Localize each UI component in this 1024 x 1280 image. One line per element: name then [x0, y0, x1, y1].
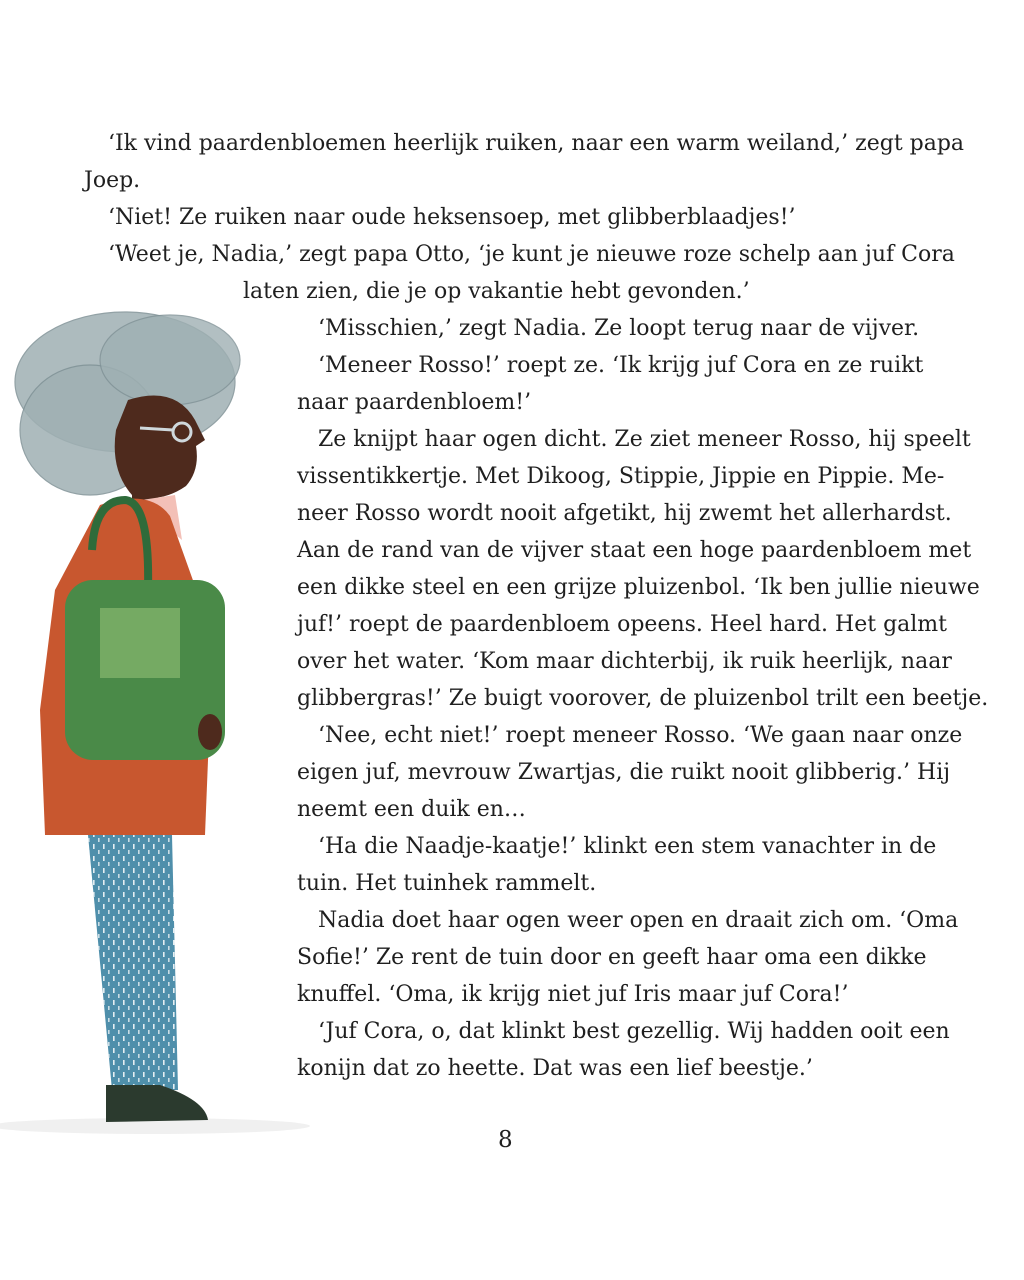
text-line: glibbergras!’ Ze buigt voorover, de pluizenbol trilt een beetje.: [297, 686, 989, 711]
text-line: knuffel. ‘Oma, ik krijg niet juf Iris maar juf Cora!’: [297, 982, 849, 1007]
text-line: Aan de rand van de vijver staat een hoge paardenbloem met: [297, 538, 972, 563]
text-line: ‘Misschien,’ zegt Nadia. Ze loopt terug naar de vijver.: [318, 316, 920, 341]
text-line: ‘Ha die Naadje-kaatje!’ klinkt een stem vanachter in de: [318, 834, 937, 859]
text-line: konijn dat zo heette. Dat was een lief beestje.’: [297, 1056, 813, 1081]
text-line: Nadia doet haar ogen weer open en draait zich om. ‘Oma: [318, 908, 959, 933]
text-line: ‘Meneer Rosso!’ roept ze. ‘Ik krijg juf Cora en ze ruikt: [318, 353, 924, 378]
text-line: ‘Nee, echt niet!’ roept meneer Rosso. ‘We gaan naar onze: [318, 723, 963, 748]
shoe-shape: [106, 1085, 208, 1122]
text-line: ‘Ik vind paardenbloemen heerlijk ruiken, naar een warm weiland,’ zegt papa: [108, 131, 965, 156]
text-line: een dikke steel en een grijze pluizenbol. ‘Ik ben jullie nieuwe: [297, 575, 980, 600]
text-line: Joep.: [84, 168, 141, 193]
text-line: laten zien, die je op vakantie hebt gevonden.’: [243, 279, 750, 304]
text-line: ‘Weet je, Nadia,’ zegt papa Otto, ‘je kunt je nieuwe roze schelp aan juf Cora: [108, 242, 955, 267]
text-line: neer Rosso wordt nooit afgetikt, hij zwemt het allerhardst.: [297, 501, 952, 526]
text-line: over het water. ‘Kom maar dichterbij, ik ruik heerlijk, naar: [297, 649, 952, 674]
text-line: ‘Niet! Ze ruiken naar oude heksensoep, met glibberblaadjes!’: [108, 205, 796, 230]
page-number: 8: [498, 1127, 513, 1153]
text-line: neemt een duik en…: [297, 797, 526, 822]
text-line: juf!’ roept de paardenbloem opeens. Heel hard. Het galmt: [297, 612, 948, 637]
text-line: naar paardenbloem!’: [297, 390, 532, 415]
text-line: vissentikkertje. Met Dikoog, Stippie, Jippie en Pippie. Me-: [297, 464, 945, 489]
text-line: ‘Juf Cora, o, dat klinkt best gezellig. Wij hadden ooit een: [318, 1019, 950, 1044]
text-line: eigen juf, mevrouw Zwartjas, die ruikt nooit glibberig.’ Hij: [297, 760, 951, 785]
text-line: tuin. Het tuinhek rammelt.: [297, 871, 597, 896]
text-line: Sofie!’ Ze rent de tuin door en geeft haar oma een dikke: [297, 945, 927, 970]
text-line: Ze knijpt haar ogen dicht. Ze ziet meneer Rosso, hij speelt: [318, 427, 971, 452]
grandmother-illustration: [0, 290, 320, 1150]
